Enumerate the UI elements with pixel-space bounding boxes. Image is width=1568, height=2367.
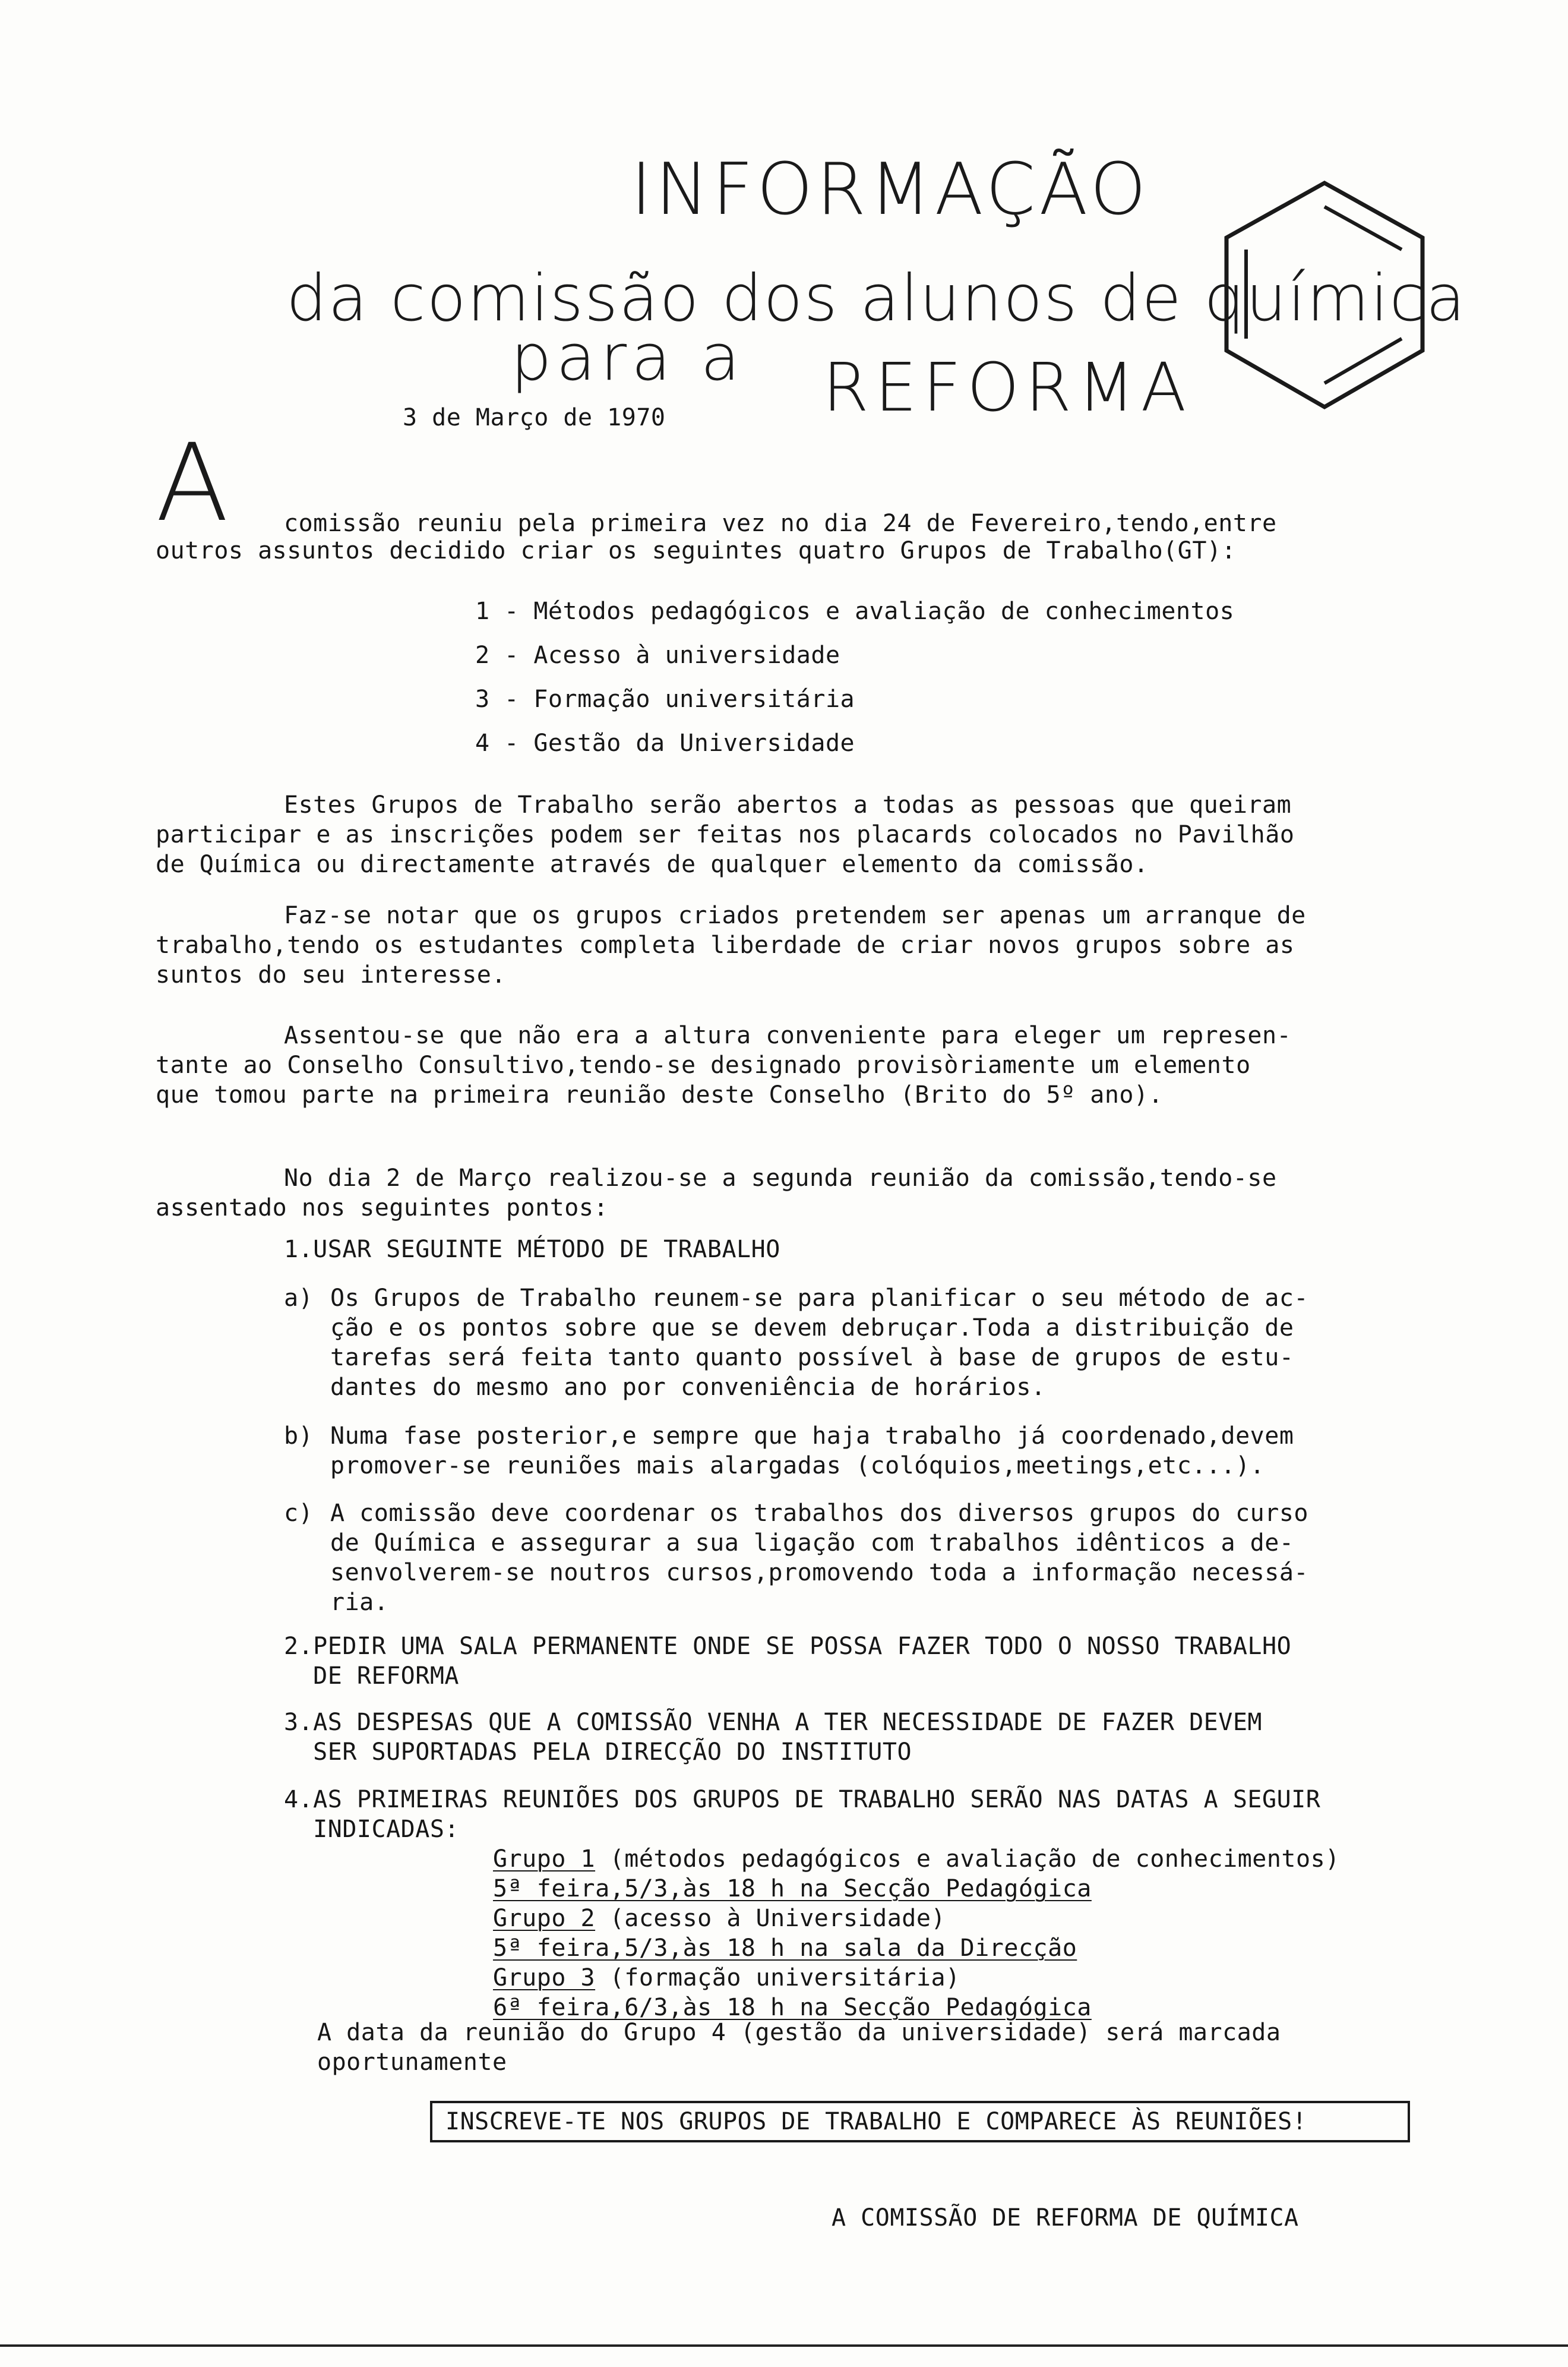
point-line: dantes do mesmo ano por conveniência de horários. [330,1374,1046,1401]
point-line: 2.PEDIR UMA SALA PERMANENTE ONDE SE POSSA FAZER TODO O NOSSO TRABALHO [284,1633,1292,1660]
schedule-when: 5ª feira,5/3,às 18 h na Secção Pedagógica [493,1875,1092,1902]
paragraph-line: assentado nos seguintes pontos: [156,1194,609,1222]
paragraph-line: participar e as inscrições podem ser feitas nos placards colocados no Pavilhão [156,821,1295,848]
document-title: INFORMAÇÃO [631,149,1150,231]
intro-line-2: outros assuntos decidido criar os seguintes quatro Grupos de Trabalho(GT): [156,537,1237,564]
bottom-rule [0,2344,1568,2347]
paragraph-line: suntos do seu interesse. [156,961,506,989]
paragraph-line: que tomou parte na primeira reunião deste Conselho (Brito do 5º ano). [156,1081,1164,1109]
point-line: senvolverem-se noutros cursos,promovendo toda a informação necessá- [330,1559,1308,1586]
intro-line-1: comissão reuniu pela primeira vez no dia 24 de Fevereiro,tendo,entre [284,510,1277,537]
benzene-ring-icon [1218,178,1431,416]
point-line: ção e os pontos sobre que se devem debruçar.Toda a distribuição de [330,1314,1294,1342]
group-item: 3 - Formação universitária [475,686,855,713]
group-item: 2 - Acesso à universidade [475,642,840,669]
point-line: Os Grupos de Trabalho reunem-se para planificar o seu método de ac- [330,1285,1308,1312]
paragraph-line: Assentou-se que não era a altura conveniente para eleger um represen- [284,1022,1292,1049]
schedule-entry [493,1844,1340,1874]
document-subtitle: da comissão dos alunos de química [286,261,1466,336]
schedule-group-label: Grupo 1 [493,1845,596,1873]
point-line: 3.AS DESPESAS QUE A COMISSÃO VENHA A TER NECESSIDADE DE FAZER DEVEM [284,1709,1262,1736]
signature: A COMISSÃO DE REFORMA DE QUÍMICA [832,2204,1299,2232]
closing-line: A data da reunião do Grupo 4 (gestão da universidade) será marcada [317,2019,1281,2046]
schedule-when: 5ª feira,5/3,às 18 h na sala da Direcção [493,1934,1077,1962]
group-item: 4 - Gestão da Universidade [475,730,855,757]
drop-cap: A [156,421,229,545]
schedule-group-desc: (acesso à Universidade) [595,1905,946,1932]
point-line: DE REFORMA [284,1662,459,1690]
point-line: de Química e assegurar a sua ligação com trabalhos idênticos a de- [330,1529,1294,1557]
point-marker: a) [284,1285,314,1312]
point-line: tarefas será feita tanto quanto possível à base de grupos de estu- [330,1344,1294,1371]
reform-heading: REFORMA [823,349,1193,427]
point-line: promover-se reuniões mais alargadas (colóquios,meetings,etc...). [330,1452,1265,1479]
schedule-when: 6ª feira,6/3,às 18 h na Secção Pedagógica [493,1994,1092,2021]
point-marker: c) [284,1500,314,1527]
point-line: SER SUPORTADAS PELA DIRECÇÃO DO INSTITUTO [284,1738,912,1766]
paragraph-line: Faz-se notar que os grupos criados pretendem ser apenas um arranque de [284,902,1306,929]
point-line: ria. [330,1589,389,1616]
point-line: Numa fase posterior,e sempre que haja trabalho já coordenado,devem [330,1422,1294,1450]
schedule-entry [493,1904,946,1933]
call-to-action-text: INSCREVE-TE NOS GRUPOS DE TRABALHO E COMPARECE ÀS REUNIÕES! [445,2108,1307,2135]
point-heading: 1.USAR SEGUINTE MÉTODO DE TRABALHO [284,1236,780,1263]
closing-line: oportunamente [317,2049,507,2076]
document-date: 3 de Março de 1970 [403,404,666,431]
schedule-group-label: Grupo 3 [493,1964,596,1992]
schedule-group-desc: (métodos pedagógicos e avaliação de conhecimentos) [595,1845,1340,1873]
document-subtitle-para: para a [511,321,745,395]
schedule-entry [493,1963,960,1993]
schedule-group-desc: (formação universitária) [595,1964,960,1992]
group-item: 1 - Métodos pedagógicos e avaliação de conhecimentos [475,598,1235,625]
point-line: INDICADAS: [284,1816,459,1843]
point-line: 4.AS PRIMEIRAS REUNIÕES DOS GRUPOS DE TRABALHO SERÃO NAS DATAS A SEGUIR [284,1786,1321,1813]
paragraph-line: trabalho,tendo os estudantes completa liberdade de criar novos grupos sobre as [156,932,1295,959]
paragraph-line: de Química ou directamente através de qualquer elemento da comissão. [156,851,1149,878]
paragraph-line: No dia 2 de Março realizou-se a segunda reunião da comissão,tendo-se [284,1164,1277,1192]
paragraph-line: tante ao Conselho Consultivo,tendo-se designado provisòriamente um elemento [156,1052,1251,1079]
schedule-group-label: Grupo 2 [493,1905,596,1932]
paragraph-line: Estes Grupos de Trabalho serão abertos a todas as pessoas que queiram [284,791,1292,819]
point-marker: b) [284,1422,314,1450]
point-line: A comissão deve coordenar os trabalhos dos diversos grupos do curso [330,1500,1308,1527]
